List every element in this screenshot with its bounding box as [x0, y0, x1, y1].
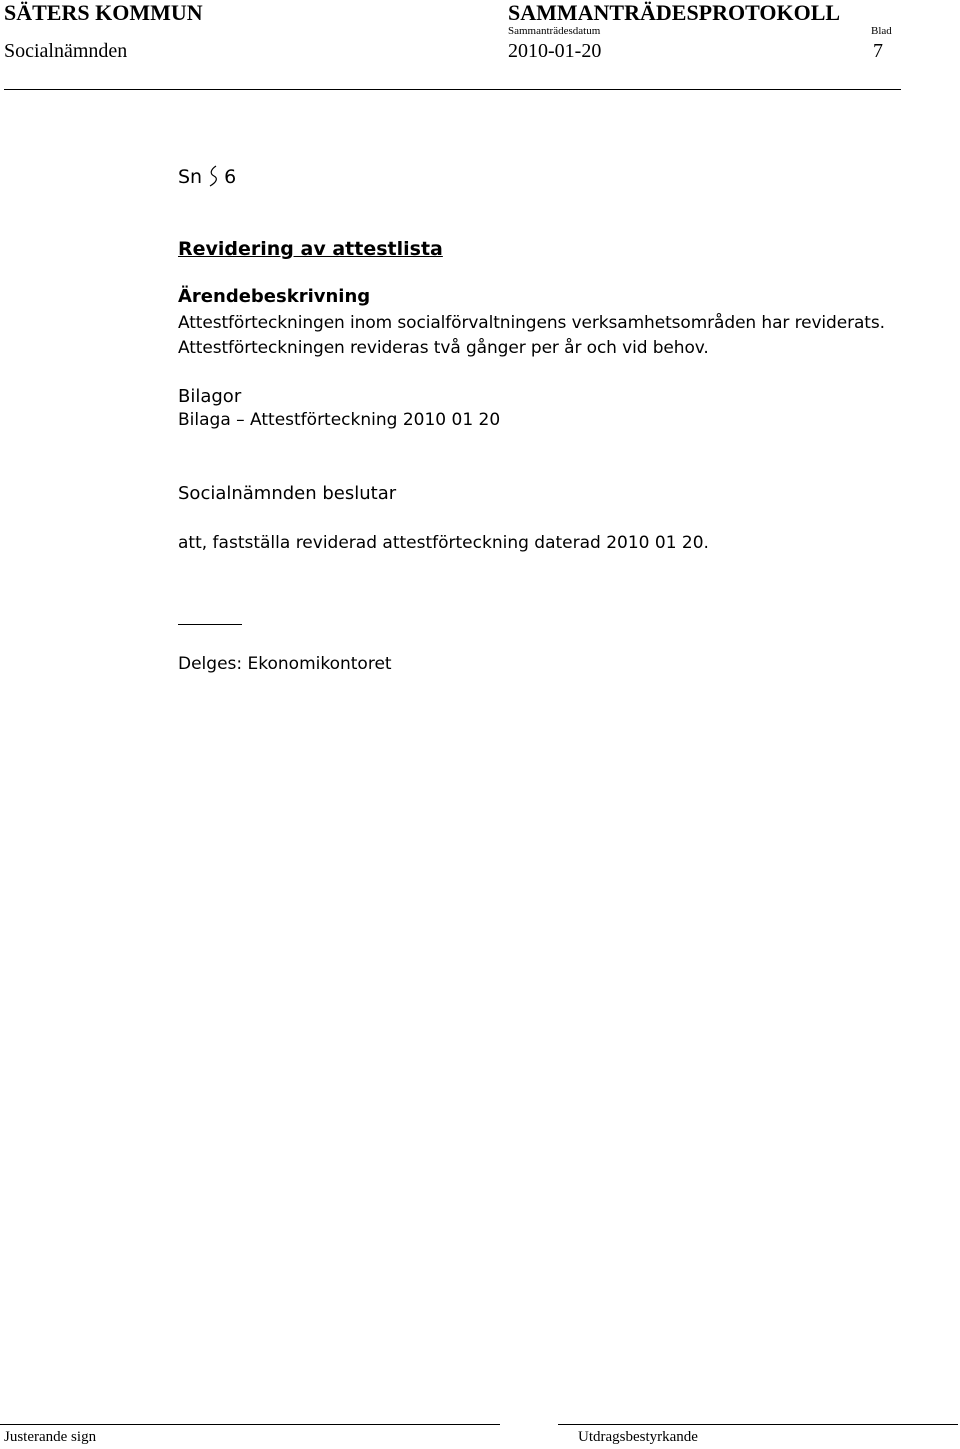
description-heading: Ärendebeskrivning: [178, 286, 371, 307]
date-label: Sammanträdesdatum: [508, 25, 601, 37]
description-line: Attestförteckningen inom socialförvaltningens verksamhetsområden har reviderats.: [178, 313, 885, 333]
meeting-date: 2010-01-20: [508, 40, 602, 62]
separator-line: [178, 624, 242, 625]
description-line: Attestförteckningen revideras två gånger per år och vid behov.: [178, 338, 709, 358]
signature-line-left: [0, 1424, 500, 1425]
section-reference: [178, 165, 236, 188]
decision-heading: Socialnämnden beslutar: [178, 483, 397, 504]
header-divider: [4, 89, 901, 90]
section-number: 6: [224, 166, 237, 188]
decision-text: att, fastställa reviderad attestförteckning daterad 2010 01 20.: [178, 533, 709, 553]
organization-name: SÄTERS KOMMUN: [4, 0, 203, 25]
signature-line-right: [558, 1424, 958, 1425]
section-prefix: Sn: [178, 166, 203, 188]
item-title: Revidering av attestlista: [178, 238, 443, 260]
page-number: 7: [873, 40, 883, 62]
committee-name: Socialnämnden: [4, 40, 128, 62]
distribution-note: Delges: Ekonomikontoret: [178, 654, 392, 674]
attachments-heading: Bilagor: [178, 386, 242, 407]
footer-justerande-sign: Justerande sign: [4, 1429, 97, 1445]
document-type: SAMMANTRÄDESPROTOKOLL: [508, 0, 841, 25]
section-sign-icon: [208, 165, 218, 187]
footer-utdragsbestyrkande: Utdragsbestyrkande: [578, 1429, 698, 1445]
attachment-item: Bilaga – Attestförteckning 2010 01 20: [178, 410, 501, 430]
page-label: Blad: [871, 25, 892, 37]
